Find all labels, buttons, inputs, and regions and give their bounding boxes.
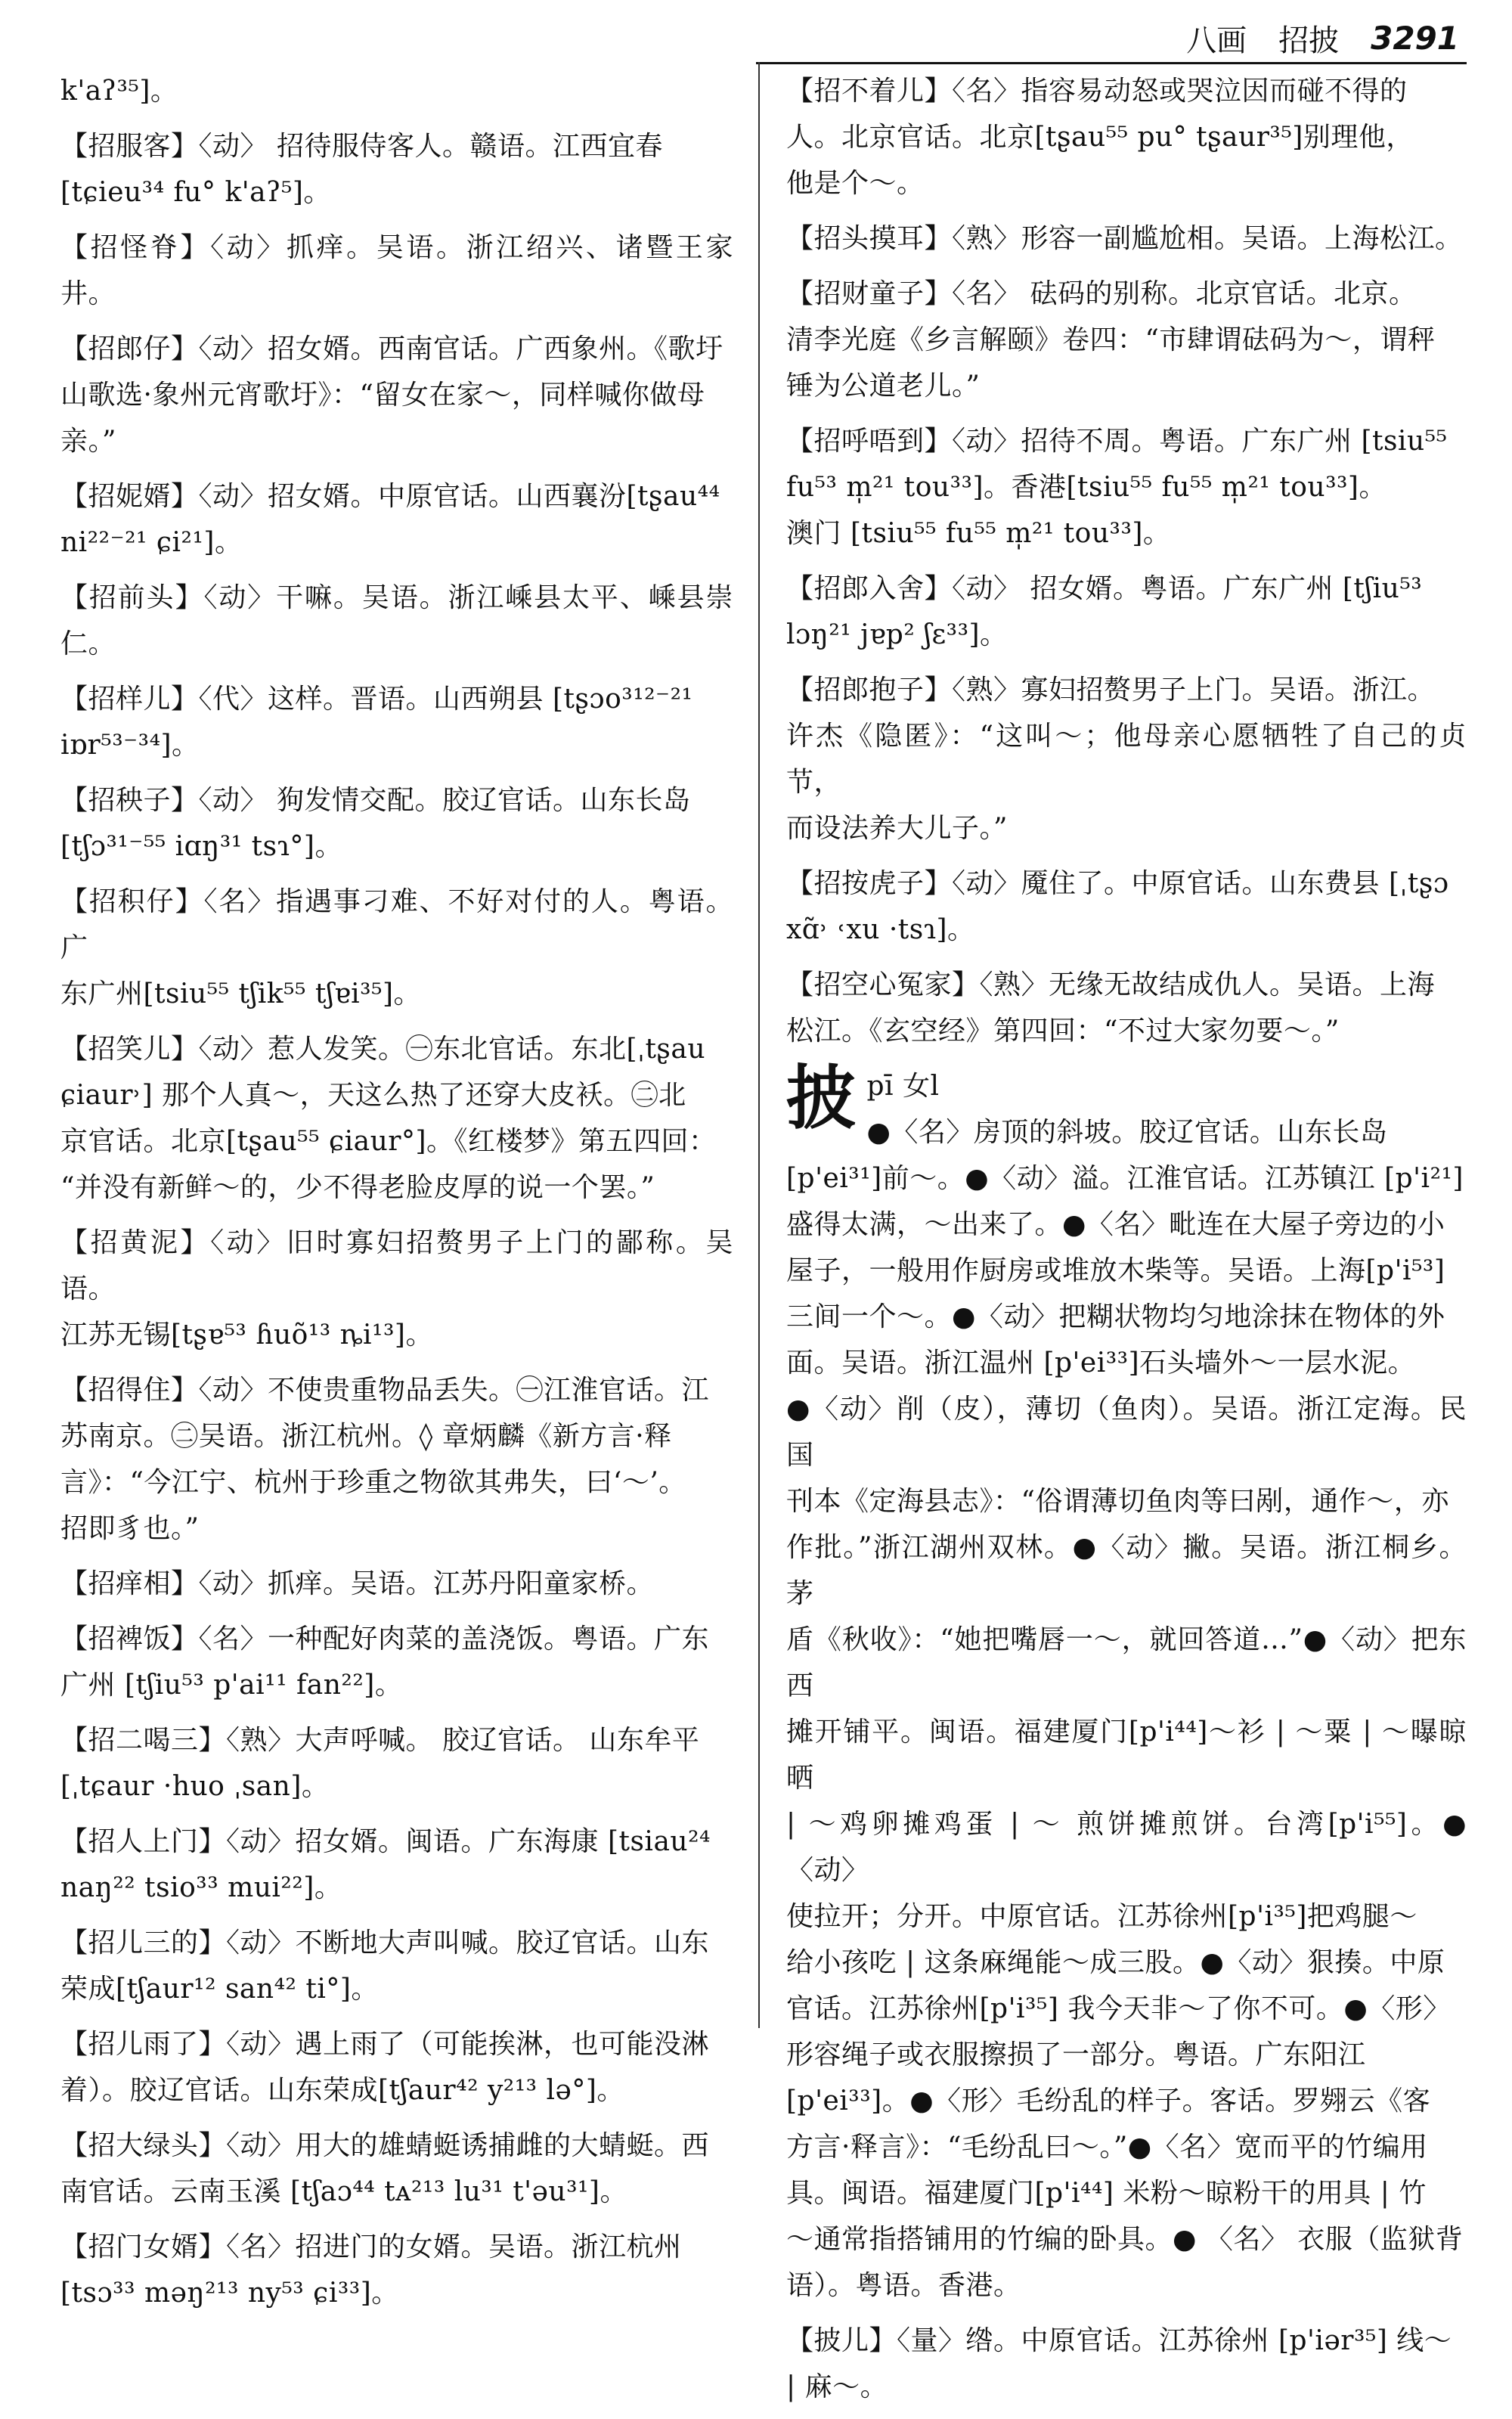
entry: 【招郎仔】〈动〉招女婿。西南官话。广西象州。《歌圩 山歌选·象州元宵歌圩》：“留女在家～，同样喊你做母 亲。” — [60, 333, 723, 457]
head-pronunciation: pī 女l — [866, 1071, 940, 1102]
head-entry-pi — [786, 1057, 1467, 2309]
entry: 【招前头】〈动〉干嘛。吴语。浙江嵊县太平、嵊县崇仁。 — [60, 582, 733, 659]
entry: 【招空心冤家】〈熟〉无缘无故结成仇人。吴语。上海 松江。《玄空经》第四回：“不过大家勿要～。” — [786, 969, 1436, 1047]
entry: 【招门女婿】〈名〉招进门的女婿。吴语。浙江杭州 [tsɔ³³ məŋ²¹³ ny⁵³ ɕi³³]。 — [60, 2231, 682, 2309]
entry: 【招裨饭】〈名〉一种配好肉菜的盖浇饭。粤语。广东 广州 [tʃiu⁵³ p'ai¹¹ fan²²]。 — [60, 1624, 710, 1701]
entry: 【招按虎子】〈动〉魇住了。中原官话。山东费县 [ˌtʂɔ xɑ̃˒ ˓xu ·tsɿ]。 — [786, 868, 1449, 945]
entry: 【招妮婿】〈动〉招女婿。中原官话。山西襄汾[tʂau⁴⁴ ni²²⁻²¹ ɕi²¹]。 — [60, 481, 720, 558]
header-rule — [756, 62, 1467, 64]
entry: 【招儿三的】〈动〉不断地大声叫喊。胶辽官话。山东 荣成[tʃaur¹² san⁴² ti°]。 — [60, 1927, 710, 2005]
entry: 【招积仔】〈名〉指遇事刁难、不好对付的人。粤语。广 东广州[tsiu⁵⁵ tʃik⁵⁵ tʃɐi³⁵]。 — [60, 886, 733, 1009]
entry: 【招秧子】〈动〉 狗发情交配。胶辽官话。山东长岛 [tʃɔ³¹⁻⁵⁵ iɑŋ³¹ tsɿ°]。 — [60, 785, 691, 862]
entry: 【招笑儿】〈动〉惹人发笑。㊀东北官话。东北[ˌtʂau ɕiaur˒] 那个人真～，天这么热了还穿大皮袄。㊁北 京官话。北京[tʂau⁵⁵ ɕiaur°]。《红楼梦》第五四回： “并没有新鲜～的，少不得老脸皮厚的说一个罢。” — [60, 1034, 717, 1203]
header-chars: 招披 — [1278, 23, 1340, 58]
entry: 【招不着儿】〈名〉指容易动怒或哭泣因而碰不得的 人。北京官话。北京[tʂau⁵⁵ pu° tʂaur³⁵]别理他， 他是个～。 — [786, 76, 1414, 199]
column-divider — [758, 62, 760, 2028]
head-entry-body: ●〈名〉房顶的斜坡。胶辽官话。山东长岛 [p'ei³¹]前～。●〈动〉溢。江淮官话。江苏镇江 [p'i²¹] 盛得太满，～出来了。●〈名〉毗连在大屋子旁边的小 屋子，一般用作厨房或堆放木柴等。吴语。上海[p'i⁵³] 三间一个～。●〈动〉把糊状物均匀地涂抹在物体的外 面。吴语。浙江温州 [p'ei³³]石头墙外～一层水泥。 ●〈动〉削（皮），薄切（鱼肉）。吴语。浙江定海。民国 刊本《定海县志》：“俗谓薄切鱼肉等曰剐，通作～，亦 作批。”浙江湖州双林。●〈动〉撇。吴语。浙江桐乡。茅 盾《秋收》：“她把嘴唇一～，就回答道…”●〈动〉把东西 摊开铺平。闽语。福建厦门[p'i⁴⁴]～衫 | ～粟 | ～曝晾晒 | ～鸡卵摊鸡蛋 | ～ 煎饼摊煎饼。台湾[p'i⁵⁵]。●〈动〉 使拉开；分开。中原官话。江苏徐州[p'i³⁵]把鸡腿～ 给小孩吃 | 这条麻绳能～成三股。●〈动〉狠揍。中原 官话。江苏徐州[p'i³⁵] 我今天非～了你不可。●〈形〉 形容绳子或衣服擦损了一部分。粤语。广东阳江 [p'ei³³]。●〈形〉毛纷乱的样子。客话。罗翙云《客 方言·释言》：“毛纷乱曰～。”●〈名〉宽而平的竹编用 具。闽语。福建厦门[p'i⁴⁴] 米粉～晾粉干的用具 | 竹 ～通常指搭铺用的竹编的卧具。● 〈名〉 衣服（监狱背 语）。粤语。香港。 — [786, 1117, 1467, 2301]
left-column — [60, 68, 733, 2325]
entry: 【招大绿头】〈动〉用大的雄蜻蜓诱捕雌的大蜻蜓。西 南官话。云南玉溪 [tʃaɔ⁴⁴ tᴀ²¹³ lu³¹ t'əu³¹]。 — [60, 2130, 710, 2207]
entry: 【招头摸耳】〈熟〉形容一副尴尬相。吴语。上海松江。 — [786, 223, 1463, 254]
entry: 【招样儿】〈代〉这样。晋语。山西朔县 [tʂɔo³¹²⁻²¹ iɒr⁵³⁻³⁴]。 — [60, 684, 693, 761]
entry: 【招财童子】〈名〉 砝码的别称。北京官话。北京。 清李光庭《乡言解颐》卷四：“市肆谓砝码为～，谓秤 锤为公道老儿。” — [786, 278, 1436, 402]
entry: 【招服客】〈动〉 招待服侍客人。赣语。江西宜春 [tɕieu³⁴ fu° k'aʔ⁵]。 — [60, 131, 663, 208]
entry: 【招二喝三】〈熟〉大声呼喊。 胶辽官话。 山东牟平 [ˌtɕaur ·huo ˌsan]。 — [60, 1725, 700, 1802]
entry: 【招人上门】〈动〉招女婿。闽语。广东海康 [tsiau²⁴ naŋ²² tsio³³ mui²²]。 — [60, 1826, 711, 1903]
page-header — [1186, 15, 1459, 60]
head-character: 披 — [786, 1057, 857, 1139]
entry: 【招儿雨了】〈动〉遇上雨了（可能挨淋，也可能没淋 着）。胶辽官话。山东荣成[tʃaur⁴² y²¹³ lə°]。 — [60, 2029, 710, 2106]
header-radical: 八画 — [1186, 23, 1247, 58]
entry: 【招痒相】〈动〉抓痒。吴语。江苏丹阳童家桥。 — [60, 1568, 655, 1599]
entry: 【披儿】〈量〉绺。中原官话。江苏徐州 [p'iər³⁵] 线～ | 麻～。 — [786, 2325, 1452, 2402]
entry: 【招郎入舍】〈动〉 招女婿。粤语。广东广州 [tʃiu⁵³ lɔŋ²¹ jɐp² ʃɛ³³]。 — [786, 573, 1423, 650]
entry: 【招郎抱子】〈熟〉寡妇招赘男子上门。吴语。浙江。 许杰《隐匿》：“这叫～；他母亲心愿牺牲了自己的贞节， 而设法养大儿子。” — [786, 675, 1467, 844]
entry: 【招得住】〈动〉不使贵重物品丢失。㊀江淮官话。江 苏南京。㊁吴语。浙江杭州。◊ 章炳麟《新方言·释 言》：“今江宁、杭州于珍重之物欲其弗失，曰‘～’。 招即豸也。” — [60, 1375, 710, 1544]
entry: 【招呼唔到】〈动〉招待不周。粤语。广东广州 [tsiu⁵⁵ fu⁵³ m̩²¹ tou³³]。香港[tsiu⁵⁵ fu⁵⁵ m̩²¹ tou³³]。 澳门 [tsiu⁵⁵ fu⁵⁵ m̩²¹ tou³³]。 — [786, 426, 1448, 549]
entry: 【招黄泥】〈动〉旧时寡妇招赘男子上门的鄙称。吴语。 江苏无锡[tʂɐ⁵³ ɦuõ¹³ ȵi¹³]。 — [60, 1227, 733, 1351]
page-number: 3291 — [1371, 19, 1459, 57]
entry: 【招怪脊】〈动〉抓痒。吴语。浙江绍兴、诸暨王家井。 — [60, 232, 733, 309]
right-column — [786, 68, 1467, 2419]
entry: k'aʔ³⁵]。 — [60, 76, 178, 107]
